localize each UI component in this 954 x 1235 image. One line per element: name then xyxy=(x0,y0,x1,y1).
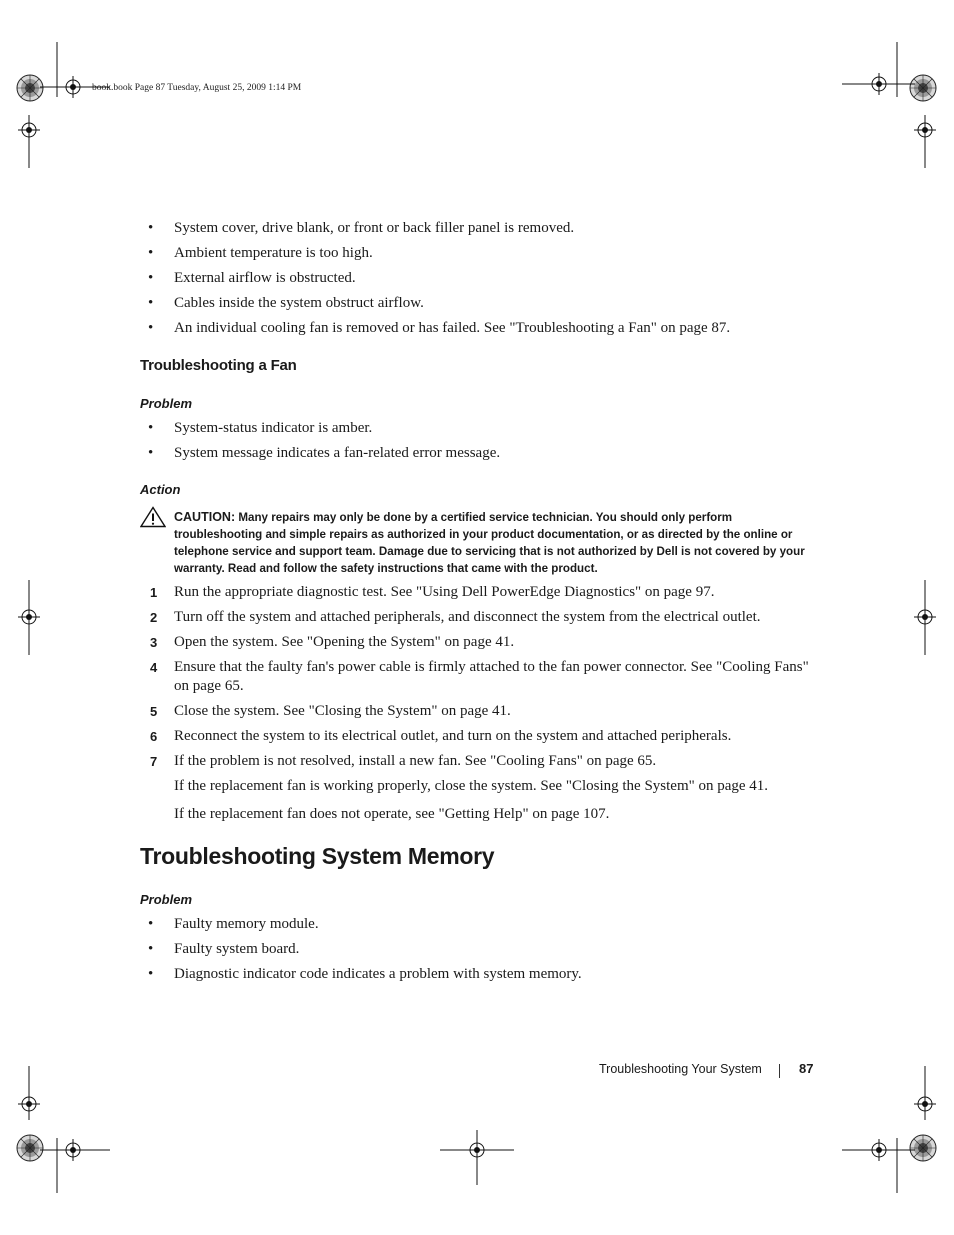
step-number: 3 xyxy=(150,635,158,650)
list-item: • System-status indicator is amber. xyxy=(148,419,828,438)
page-number: 87 xyxy=(799,1061,814,1076)
step-number: 6 xyxy=(150,729,158,744)
list-item: • System cover, drive blank, or front or back filler panel is removed. xyxy=(148,219,828,238)
memory-section-heading: Troubleshooting System Memory xyxy=(140,843,495,869)
caution-text: Many repairs may only be done by a certified service technician. You should only perform troubleshooting and simple repairs as authorized in your product documentation, or as directed by the online or telephone service and support team. Damage due to servicing that is not authorized by Dell is not covered by your warranty. Read and follow the safety instructions that came with the product. xyxy=(174,511,805,575)
step-text: Close the system. See "Closing the System" on page 41. xyxy=(174,703,511,719)
list-item: • Faulty memory module. xyxy=(148,915,828,934)
list-item: • An individual cooling fan is removed or has failed. See "Troubleshooting a Fan" on page 87. xyxy=(148,319,828,338)
fan-problem-label: Problem xyxy=(140,396,193,411)
fan-section-heading: Troubleshooting a Fan xyxy=(140,357,297,374)
step-number: 7 xyxy=(150,754,158,769)
registration-star-mark xyxy=(17,75,43,101)
list-item: • Ambient temperature is too high. xyxy=(148,244,828,263)
step-7-followup-not-working: If the replacement fan does not operate, see "Getting Help" on page 107. xyxy=(174,806,610,822)
step-text: Ensure that the faulty fan's power cable is firmly attached to the fan power connector. See "Cooling Fans" on page 65. xyxy=(174,659,809,694)
step-text: Run the appropriate diagnostic test. See "Using Dell PowerEdge Diagnostics" on page 97. xyxy=(174,584,715,600)
step-number: 1 xyxy=(150,585,158,600)
memory-problem-label: Problem xyxy=(140,892,193,907)
print-header-stamp: book.book Page 87 Tuesday, August 25, 2009 1:14 PM xyxy=(92,83,302,93)
list-item: • Diagnostic indicator code indicates a problem with system memory. xyxy=(148,965,828,984)
list-item: • Faulty system board. xyxy=(148,940,828,959)
step-7-followup-working: If the replacement fan is working properly, close the system. See "Closing the System" on page 41. xyxy=(174,778,769,794)
list-item: • External airflow is obstructed. xyxy=(148,269,828,288)
footer-section-title: Troubleshooting Your System xyxy=(599,1062,762,1076)
registration-star-mark xyxy=(910,1135,936,1161)
step-number: 5 xyxy=(150,704,158,719)
caution-label: CAUTION: xyxy=(174,510,236,524)
registration-star-mark xyxy=(910,75,936,101)
registration-star-mark xyxy=(17,1135,43,1161)
list-item: • System message indicates a fan-related error message. xyxy=(148,444,828,463)
step-text: Open the system. See "Opening the System" on page 41. xyxy=(174,634,515,650)
step-text: Reconnect the system to its electrical outlet, and turn on the system and attached peripherals. xyxy=(174,728,732,744)
fan-action-label: Action xyxy=(140,482,181,497)
list-item: • Cables inside the system obstruct airflow. xyxy=(148,294,828,313)
step-text: Turn off the system and attached peripherals, and disconnect the system from the electrical outlet. xyxy=(174,609,761,625)
step-number: 2 xyxy=(150,610,158,625)
step-number: 4 xyxy=(150,660,158,675)
step-text: If the problem is not resolved, install a new fan. See "Cooling Fans" on page 65. xyxy=(174,753,657,769)
